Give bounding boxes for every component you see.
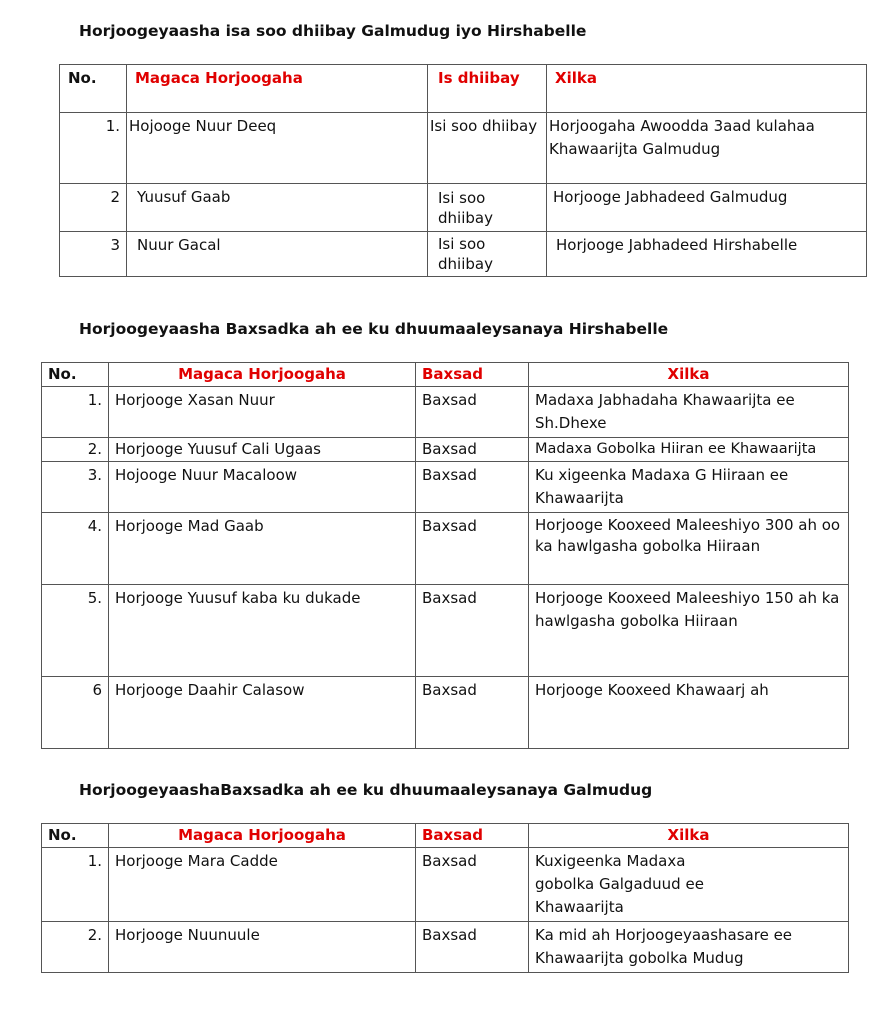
header-name: Magaca Horjoogaha: [109, 824, 416, 848]
row-role: Ka mid ah Horjoogeyaashasare ee Khawaarijta gobolka Mudug: [529, 922, 849, 973]
table-row: [42, 438, 849, 462]
table-row: [42, 677, 849, 749]
row-number: 5.: [42, 585, 109, 677]
section1-title: Horjoogeyaasha isa soo dhiibay Galmudug iyo Hirshabelle: [79, 22, 587, 40]
table-row: [42, 462, 849, 513]
header-status: Baxsad: [416, 824, 529, 848]
row-status: Baxsad: [416, 848, 529, 922]
table-row: [42, 387, 849, 438]
row-name: Hojooge Nuur Macaloow: [109, 462, 416, 513]
row-status: Isi soo dhiibay: [428, 232, 547, 277]
table-header-row: [42, 824, 849, 848]
header-no: No.: [42, 824, 109, 848]
row-status: Baxsad: [416, 922, 529, 973]
row-name: Yuusuf Gaab: [127, 184, 428, 232]
row-name: Nuur Gacal: [127, 232, 428, 277]
row-number: 2: [60, 184, 127, 232]
row-role: Horjooge Kooxeed Khawaarj ah: [529, 677, 849, 749]
row-role: Kuxigeenka Madaxa gobolka Galgaduud ee Khawaarijta: [529, 848, 849, 922]
row-name: Horjooge Mad Gaab: [109, 513, 416, 585]
table-row: [60, 184, 867, 232]
table-row: [42, 922, 849, 973]
table-header-row: [60, 65, 867, 113]
row-number: 3.: [42, 462, 109, 513]
surrendered-table: [59, 64, 867, 277]
row-name: Horjooge Daahir Calasow: [109, 677, 416, 749]
row-status: Baxsad: [416, 438, 529, 462]
section2-title: Horjoogeyaasha Baxsadka ah ee ku dhuumaaleysanaya Hirshabelle: [79, 320, 669, 338]
section3-title: HorjoogeyaashaBaxsadka ah ee ku dhuumaaleysanaya Galmudug: [79, 781, 653, 799]
row-status: Baxsad: [416, 387, 529, 438]
header-status: Is dhiibay: [428, 65, 547, 113]
table-row: [42, 513, 849, 585]
row-name: Hojooge Nuur Deeq: [127, 113, 428, 184]
galmudug-fugitives-table: [41, 823, 849, 973]
table-row: [42, 848, 849, 922]
header-status: Baxsad: [416, 363, 529, 387]
header-no: No.: [42, 363, 109, 387]
row-status: Baxsad: [416, 462, 529, 513]
header-name: Magaca Horjoogaha: [127, 65, 428, 113]
table-row: [60, 113, 867, 184]
table-row: [42, 585, 849, 677]
row-number: 6: [42, 677, 109, 749]
header-no: No.: [60, 65, 127, 113]
row-name: Horjooge Yuusuf kaba ku dukade: [109, 585, 416, 677]
row-role: Madaxa Jabhadaha Khawaarijta ee Sh.Dhexe: [529, 387, 849, 438]
row-number: 2.: [42, 922, 109, 973]
header-role: Xilka: [529, 363, 849, 387]
row-number: 1.: [42, 387, 109, 438]
row-number: 1.: [60, 113, 127, 184]
row-number: 3: [60, 232, 127, 277]
table-header-row: [42, 363, 849, 387]
row-status: Baxsad: [416, 513, 529, 585]
row-number: 2.: [42, 438, 109, 462]
row-status: Baxsad: [416, 585, 529, 677]
row-name: Horjooge Nuunuule: [109, 922, 416, 973]
row-role: Horjoogaha Awoodda 3aad kulahaa Khawaarijta Galmudug: [547, 113, 867, 184]
hirshabelle-fugitives-table: [41, 362, 849, 749]
table-row: [60, 232, 867, 277]
row-role: Madaxa Gobolka Hiiran ee Khawaarijta: [529, 438, 849, 462]
row-name: Horjooge Mara Cadde: [109, 848, 416, 922]
row-status: Isi soo dhiibay: [428, 184, 547, 232]
row-status: Baxsad: [416, 677, 529, 749]
row-number: 1.: [42, 848, 109, 922]
row-role: Horjooge Jabhadeed Galmudug: [547, 184, 867, 232]
row-name: Horjooge Xasan Nuur: [109, 387, 416, 438]
row-role: Ku xigeenka Madaxa G Hiiraan ee Khawaarijta: [529, 462, 849, 513]
header-name: Magaca Horjoogaha: [109, 363, 416, 387]
header-role: Xilka: [529, 824, 849, 848]
row-number: 4.: [42, 513, 109, 585]
row-role: Horjooge Kooxeed Maleeshiyo 150 ah ka hawlgasha gobolka Hiiraan: [529, 585, 849, 677]
header-role: Xilka: [547, 65, 867, 113]
row-role: Horjooge Kooxeed Maleeshiyo 300 ah oo ka hawlgasha gobolka Hiiraan: [529, 513, 849, 585]
row-role: Horjooge Jabhadeed Hirshabelle: [547, 232, 867, 277]
row-status: Isi soo dhiibay: [428, 113, 547, 184]
row-name: Horjooge Yuusuf Cali Ugaas: [109, 438, 416, 462]
